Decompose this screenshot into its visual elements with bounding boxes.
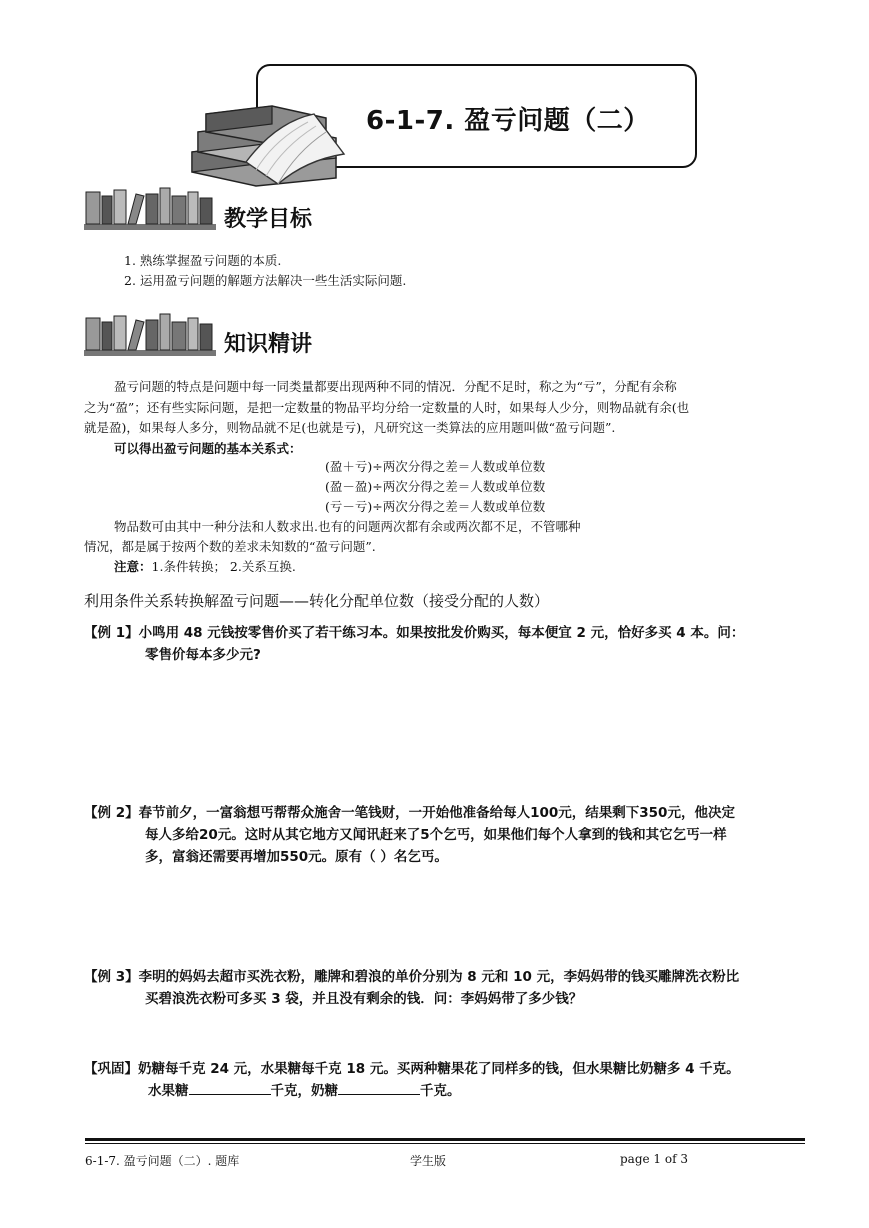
basic-relation-label: 可以得出盈亏问题的基本关系式： (114, 441, 302, 456)
text-line: 就是盈)，如果每人多分，则物品就不足(也就是亏)，凡研究这一类算法的应用题叫做“盈亏问题”. (84, 420, 616, 435)
section-title-goals: 教学目标 (224, 207, 313, 232)
example-text: 多，富翁还需要再增加550元。原有（ ）名乞丐。 (145, 849, 448, 865)
topic-heading: 利用条件关系转换解盈亏问题——转化分配单位数（接受分配的人数） (84, 592, 550, 610)
text-line: 之为“盈”；还有些实际问题，是把一定数量的物品平均分给一定数量的人时，如果每人少分，则物品就有余(也 (84, 399, 690, 415)
note-label: 注意： (114, 559, 152, 574)
footer-edition: 学生版 (410, 1154, 447, 1168)
example-text: 零售价每本多少元? (145, 647, 261, 663)
fill-label: 千克。 (420, 1083, 461, 1099)
page-title: 6-1-7. 盈亏问题（二） (366, 106, 650, 136)
footer-doc-title: 6-1-7. 盈亏问题（二）. 题库 (85, 1154, 240, 1168)
fill-label: 千克，奶糖 (270, 1083, 338, 1099)
example-tag: 【例 2】 (84, 805, 139, 821)
example-text: 买碧浪洗衣粉可多买 3 袋，并且没有剩余的钱．问：李妈妈带了多少钱？ (145, 991, 583, 1007)
example-text: 李明的妈妈去超市买洗衣粉，雕牌和碧浪的单价分别为 8 元和 10 元，李妈妈带的钱买雕牌洗衣粉比 (138, 969, 740, 985)
example-1 (84, 622, 814, 666)
text-line: 盈亏问题的特点是问题中每一同类量都要出现两种不同的情况．分配不足时，称之为“亏”，分配有余称 (114, 379, 677, 394)
section-title-knowledge: 知识精讲 (224, 332, 313, 357)
example-text: 小鸣用 48 元钱按零售价买了若干练习本。如果按批发价购买，每本便宜 2 元，恰好多买 4 本。问： (138, 625, 745, 641)
bookshelf-icon (84, 186, 216, 232)
footer-divider (85, 1138, 805, 1141)
formula: (盈－盈)÷两次分得之差＝人数或单位数 (325, 479, 546, 494)
fill-label: 水果糖 (148, 1083, 189, 1099)
example-text: 奶糖每千克 24 元，水果糖每千克 18 元。买两种糖果花了同样多的钱，但水果糖比奶糖多 4 千克。 (138, 1061, 740, 1077)
footer-page-number: page 1 of 3 (620, 1152, 688, 1166)
answer-blank[interactable] (338, 1082, 420, 1095)
text-line: 情况，都是属于按两个数的差求未知数的“盈亏问题”. (84, 539, 376, 554)
answer-blank[interactable] (189, 1082, 271, 1095)
goal-item: 1. 熟练掌握盈亏问题的本质. (124, 253, 282, 268)
note (114, 558, 296, 576)
knowledge-paragraph (84, 377, 809, 439)
example-text: 每人多给20元。这时从其它地方又闻讯赶来了5个乞丐，如果他们每个人拿到的钱和其它乞丐一样 (145, 827, 727, 843)
example-text: 春节前夕，一富翁想丐帮帮众施舍一笔钱财，一开始他准备给每人100元，结果剩下350元，他决定 (138, 805, 735, 821)
note-text: 1.条件转换； 2.关系互换. (151, 559, 296, 574)
example-tag: 【巩固】 (84, 1061, 138, 1077)
books-stack-icon (186, 92, 346, 188)
consolidate-exercise (84, 1058, 814, 1102)
text-line: 物品数可由其中一种分法和人数求出.也有的问题两次都有余或两次都不足，不管哪种 (114, 519, 581, 534)
example-3 (84, 966, 814, 1010)
formula: (盈＋亏)÷两次分得之差＝人数或单位数 (325, 459, 546, 474)
example-tag: 【例 1】 (84, 625, 139, 641)
fill-in-line (84, 1080, 814, 1102)
bookshelf-icon (84, 312, 216, 358)
footer-divider (85, 1143, 805, 1144)
example-tag: 【例 3】 (84, 969, 139, 985)
goal-item: 2. 运用盈亏问题的解题方法解决一些生活实际问题. (124, 273, 407, 288)
example-2 (84, 802, 814, 868)
formula: (亏－亏)÷两次分得之差＝人数或单位数 (325, 499, 546, 514)
